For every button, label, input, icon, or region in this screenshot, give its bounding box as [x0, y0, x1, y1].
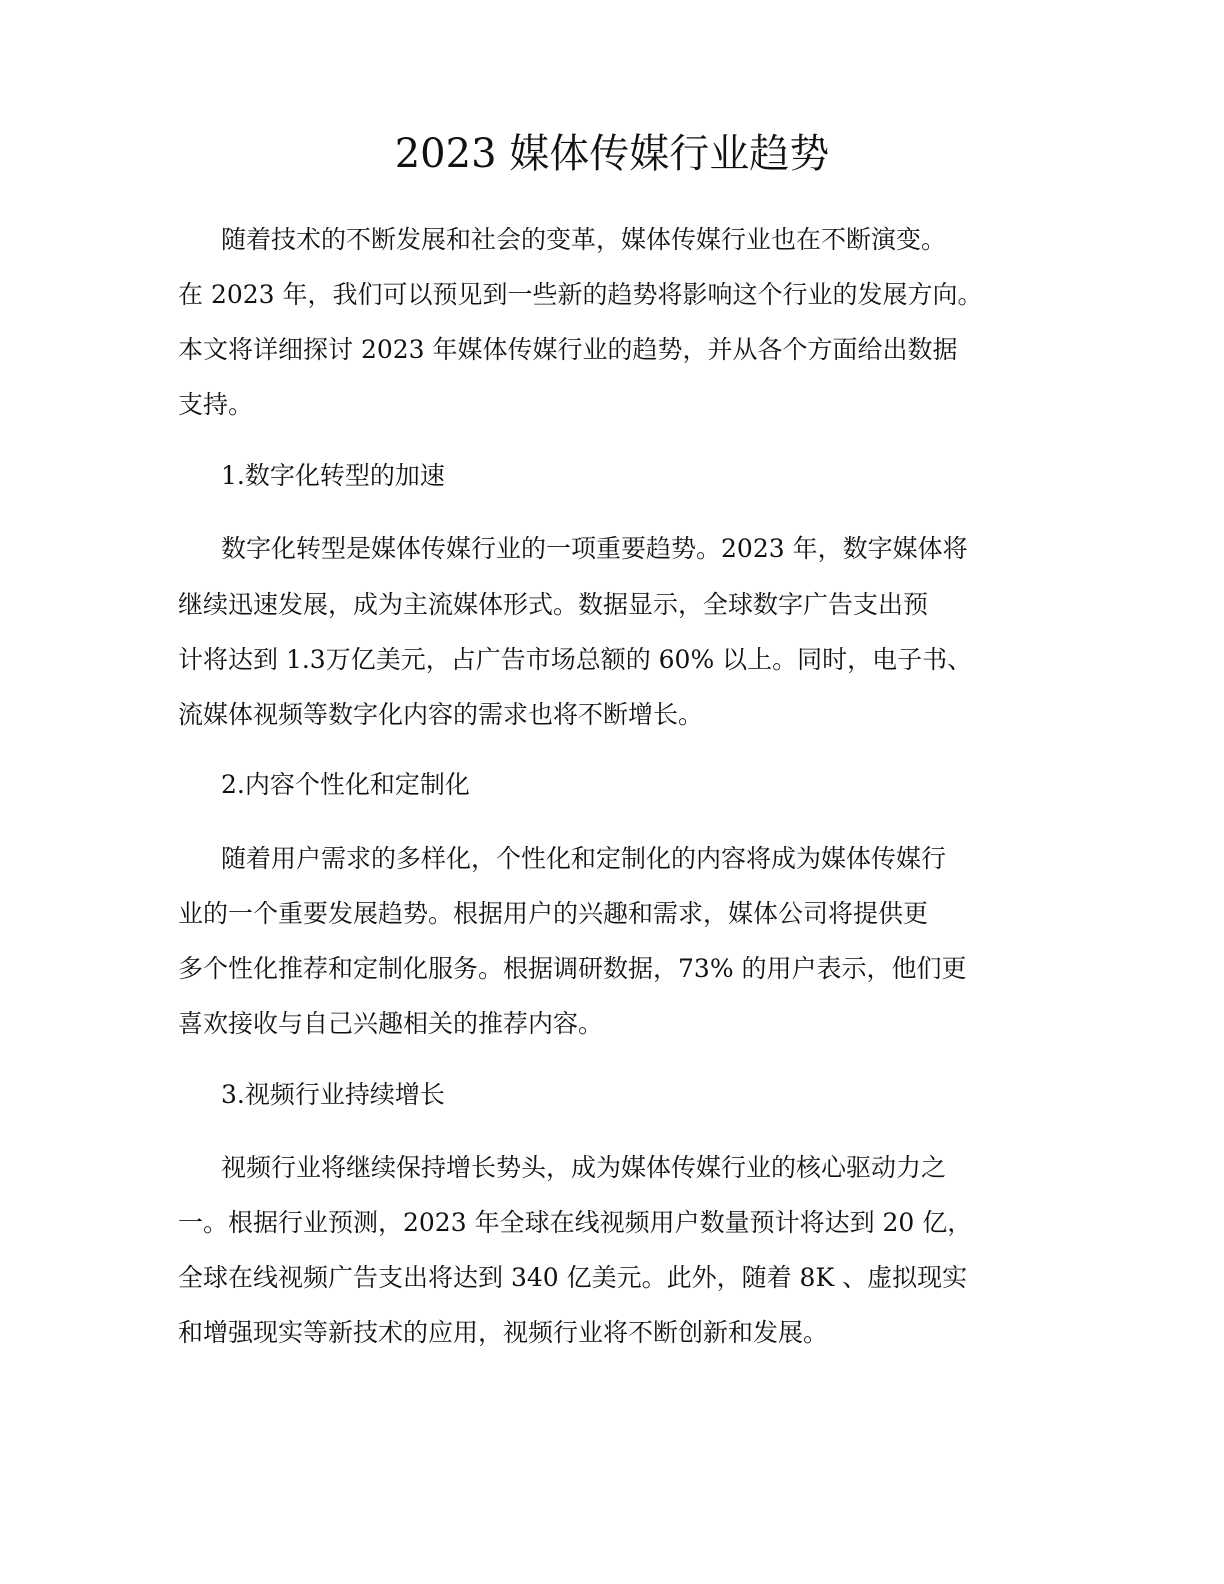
section-3-line-3: 全球在线视频广告支出将达到 340 亿美元。此外，随着 8K 、虚拟现实 — [178, 1263, 968, 1292]
document-title: 2023 媒体传媒行业趋势 — [394, 131, 830, 177]
intro-line-1: 随着技术的不断发展和社会的变革，媒体传媒行业也在不断演变。 — [221, 225, 947, 254]
section-3-heading: 3.视频行业持续增长 — [221, 1080, 445, 1109]
section-2-line-3: 多个性化推荐和定制化服务。根据调研数据，73% 的用户表示，他们更 — [178, 954, 967, 983]
section-2-line-1: 随着用户需求的多样化，个性化和定制化的内容将成为媒体传媒行 — [221, 844, 947, 873]
intro-line-3: 本文将详细探讨 2023 年媒体传媒行业的趋势，并从各个方面给出数据 — [178, 335, 958, 364]
section-1-line-1: 数字化转型是媒体传媒行业的一项重要趋势。2023 年，数字媒体将 — [221, 534, 968, 563]
section-3-line-4: 和增强现实等新技术的应用，视频行业将不断创新和发展。 — [178, 1318, 829, 1347]
section-3-line-1: 视频行业将继续保持增长势头，成为媒体传媒行业的核心驱动力之 — [221, 1153, 947, 1182]
section-1-line-3: 计将达到 1.3万亿美元，占广告市场总额的 60% 以上。同时，电子书、 — [178, 645, 973, 674]
section-2-line-4: 喜欢接收与自己兴趣相关的推荐内容。 — [178, 1009, 604, 1038]
section-1-line-4: 流媒体视频等数字化内容的需求也将不断增长。 — [178, 700, 704, 729]
section-2-line-2: 业的一个重要发展趋势。根据用户的兴趣和需求，媒体公司将提供更 — [178, 899, 929, 928]
section-3-line-2: 一。根据行业预测，2023 年全球在线视频用户数量预计将达到 20 亿， — [178, 1208, 973, 1237]
intro-line-4: 支持。 — [178, 390, 254, 419]
intro-line-2: 在 2023 年，我们可以预见到一些新的趋势将影响这个行业的发展方向。 — [178, 280, 983, 309]
section-1-line-2: 继续迅速发展，成为主流媒体形式。数据显示，全球数字广告支出预 — [178, 590, 929, 619]
section-1-heading: 1.数字化转型的加速 — [221, 461, 445, 490]
section-2-heading: 2.内容个性化和定制化 — [221, 770, 470, 799]
